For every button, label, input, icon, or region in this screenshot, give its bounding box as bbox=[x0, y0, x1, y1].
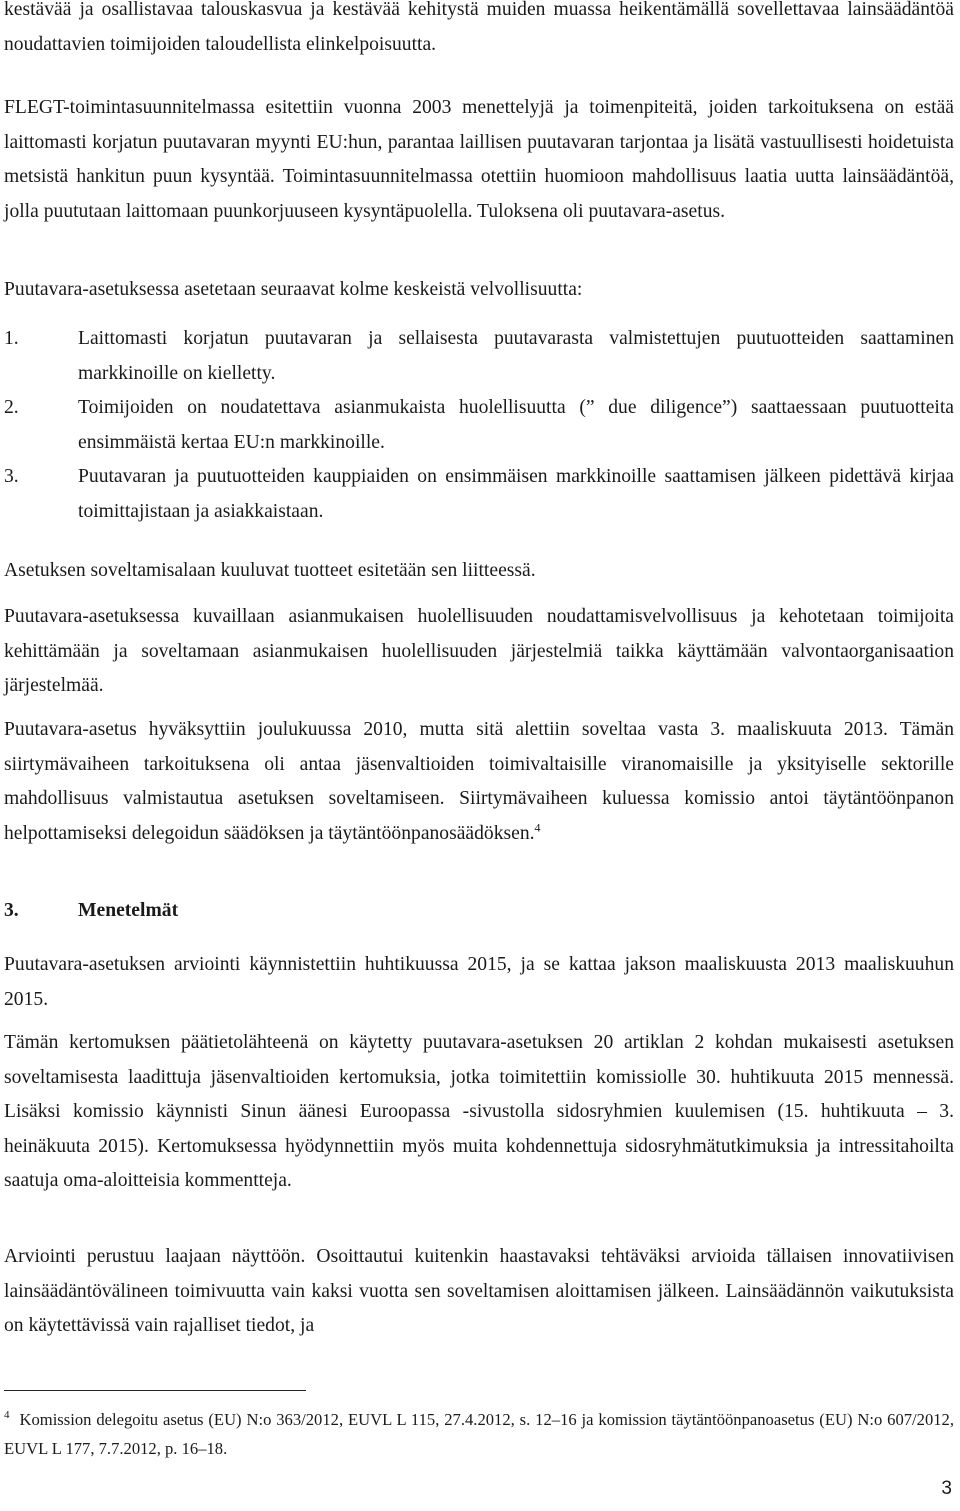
paragraph-text: FLEGT-toimintasuunnitelmassa esitettiin vuonna 2003 menettelyjä ja toimenpiteitä, joiden tarkoituksena on estää laittomasti korjatun puutavaran myynti EU:hun, parantaa laillisen puutavaran tarjontaa ja lisätä vastuullisesti hoidetuista metsistä hankitun puun kysyntää. Toimintasuunnitelmassa otettiin huomioon mahdollisuus laatia uutta lainsäädäntöä, jolla puututaan laittomaan puunkorjuuseen kysyntäpuolella. Tuloksena oli puutavara-asetus. bbox=[4, 97, 954, 222]
list-item bbox=[4, 391, 954, 460]
paragraph-intro-continued bbox=[4, 0, 954, 62]
footnote-divider bbox=[4, 1390, 306, 1391]
list-item bbox=[4, 460, 954, 529]
page-number: 3 bbox=[941, 1478, 952, 1499]
paragraph-due-diligence bbox=[4, 600, 954, 704]
paragraph-flegt bbox=[4, 91, 954, 229]
paragraph-text bbox=[4, 713, 954, 851]
section-title: Menetelmät bbox=[78, 900, 179, 921]
paragraph-evidence bbox=[4, 1240, 954, 1344]
list-item bbox=[4, 322, 954, 391]
footnote-number: 4 bbox=[4, 1409, 10, 1422]
paragraph-scope bbox=[4, 554, 954, 589]
list-item-text: Puutavaran ja puutuotteiden kauppiaiden on ensimmäisen markkinoille saattamisen jälkeen pidettävä kirjaa toimittajistaan ja asiakkaistaan. bbox=[78, 466, 954, 522]
paragraph-text: Asetuksen soveltamisalaan kuuluvat tuotteet esitetään sen liitteessä. bbox=[4, 560, 536, 581]
paragraph-sources bbox=[4, 1026, 954, 1199]
section-number: 3. bbox=[4, 900, 19, 921]
paragraph-text: Puutavara-asetuksessa asetetaan seuraavat kolme keskeistä velvollisuutta: bbox=[4, 279, 583, 300]
paragraph-obligations-intro bbox=[4, 273, 954, 308]
paragraph-evaluation-start bbox=[4, 948, 954, 1017]
paragraph-adoption bbox=[4, 713, 954, 851]
paragraph-body: Puutavara-asetus hyväksyttiin joulukuussa 2010, mutta sitä alettiin soveltaa vasta 3. maaliskuuta 2013. Tämän siirtymävaiheen tarkoituksena oli antaa jäsenvaltioiden toimivaltaisille viranomaisille ja yksityiselle sektorille mahdollisuus valmistautua asetuksen soveltamiseen. Siirtymävaiheen kuluessa komissio antoi täytäntöönpanon helpottamiseksi delegoidun säädöksen ja täytäntöönpanosäädöksen. bbox=[4, 719, 954, 844]
obligations-list bbox=[4, 322, 954, 530]
footnote-text: Komission delegoitu asetus (EU) N:o 363/2012, EUVL L 115, 27.4.2012, s. 12–16 ja komission täytäntöönpanoasetus (EU) N:o 607/2012, EUVL L 177, 7.7.2012, p. 16–18. bbox=[4, 1410, 954, 1458]
paragraph-text: Tämän kertomuksen päätietolähteenä on käytetty puutavara-asetuksen 20 artiklan 2 kohdan mukaisesti asetuksen soveltamisesta laadittuja jäsenvaltioiden kertomuksia, jotka toimitettiin komissiolle 30. huhtikuuta 2015 mennessä. Lisäksi komissio käynnisti Sinun äänesi Euroopassa -sivustolla sidosryhmien kuulemisen (15. huhtikuuta – 3. heinäkuuta 2015). Kertomuksessa hyödynnettiin myös muita kohdennettuja sidosryhmätutkimuksia ja intressitahoilta saatuja oma-aloitteisia kommentteja. bbox=[4, 1032, 954, 1192]
list-item-text: Laittomasti korjatun puutavaran ja sellaisesta puutavarasta valmistettujen puutuotteiden saattaminen markkinoille on kielletty. bbox=[78, 328, 954, 384]
paragraph-text: Arviointi perustuu laajaan näyttöön. Osoittautui kuitenkin haastavaksi tehtäväksi arvioida tällaisen innovatiivisen lainsäädäntövälineen toimivuutta vain kaksi vuotta sen soveltamisen aloittamisen jälkeen. Lainsäädännön vaikutuksista on käytettävissä vain rajalliset tiedot, ja bbox=[4, 1246, 954, 1337]
list-item-text: Toimijoiden on noudatettava asianmukaista huolellisuutta (” due diligence”) saattaessaan puutuotteita ensimmäistä kertaa EU:n markkinoille. bbox=[78, 397, 954, 453]
list-item-number: 1. bbox=[4, 328, 19, 349]
paragraph-text: kestävää ja osallistavaa talouskasvua ja kestävää kehitystä muiden muassa heikentämällä sovellettavaa lainsäädäntöä noudattavien toimijoiden taloudellista elinkelpoisuutta. bbox=[4, 0, 954, 55]
list-item-number: 3. bbox=[4, 466, 19, 488]
list-item-number: 2. bbox=[4, 397, 19, 419]
section-heading bbox=[4, 894, 954, 929]
footnote bbox=[4, 1405, 954, 1463]
footnote-reference[interactable]: 4 bbox=[534, 820, 541, 835]
paragraph-text: Puutavara-asetuksen arviointi käynnistettiin huhtikuussa 2015, ja se kattaa jakson maaliskuusta 2013 maaliskuuhun 2015. bbox=[4, 954, 954, 1010]
paragraph-text: Puutavara-asetuksessa kuvaillaan asianmukaisen huolellisuuden noudattamisvelvollisuus ja kehotetaan toimijoita kehittämään ja soveltamaan asianmukaisen huolellisuuden järjestelmiä taikka käyttämään valvontaorganisaation järjestelmää. bbox=[4, 606, 954, 697]
